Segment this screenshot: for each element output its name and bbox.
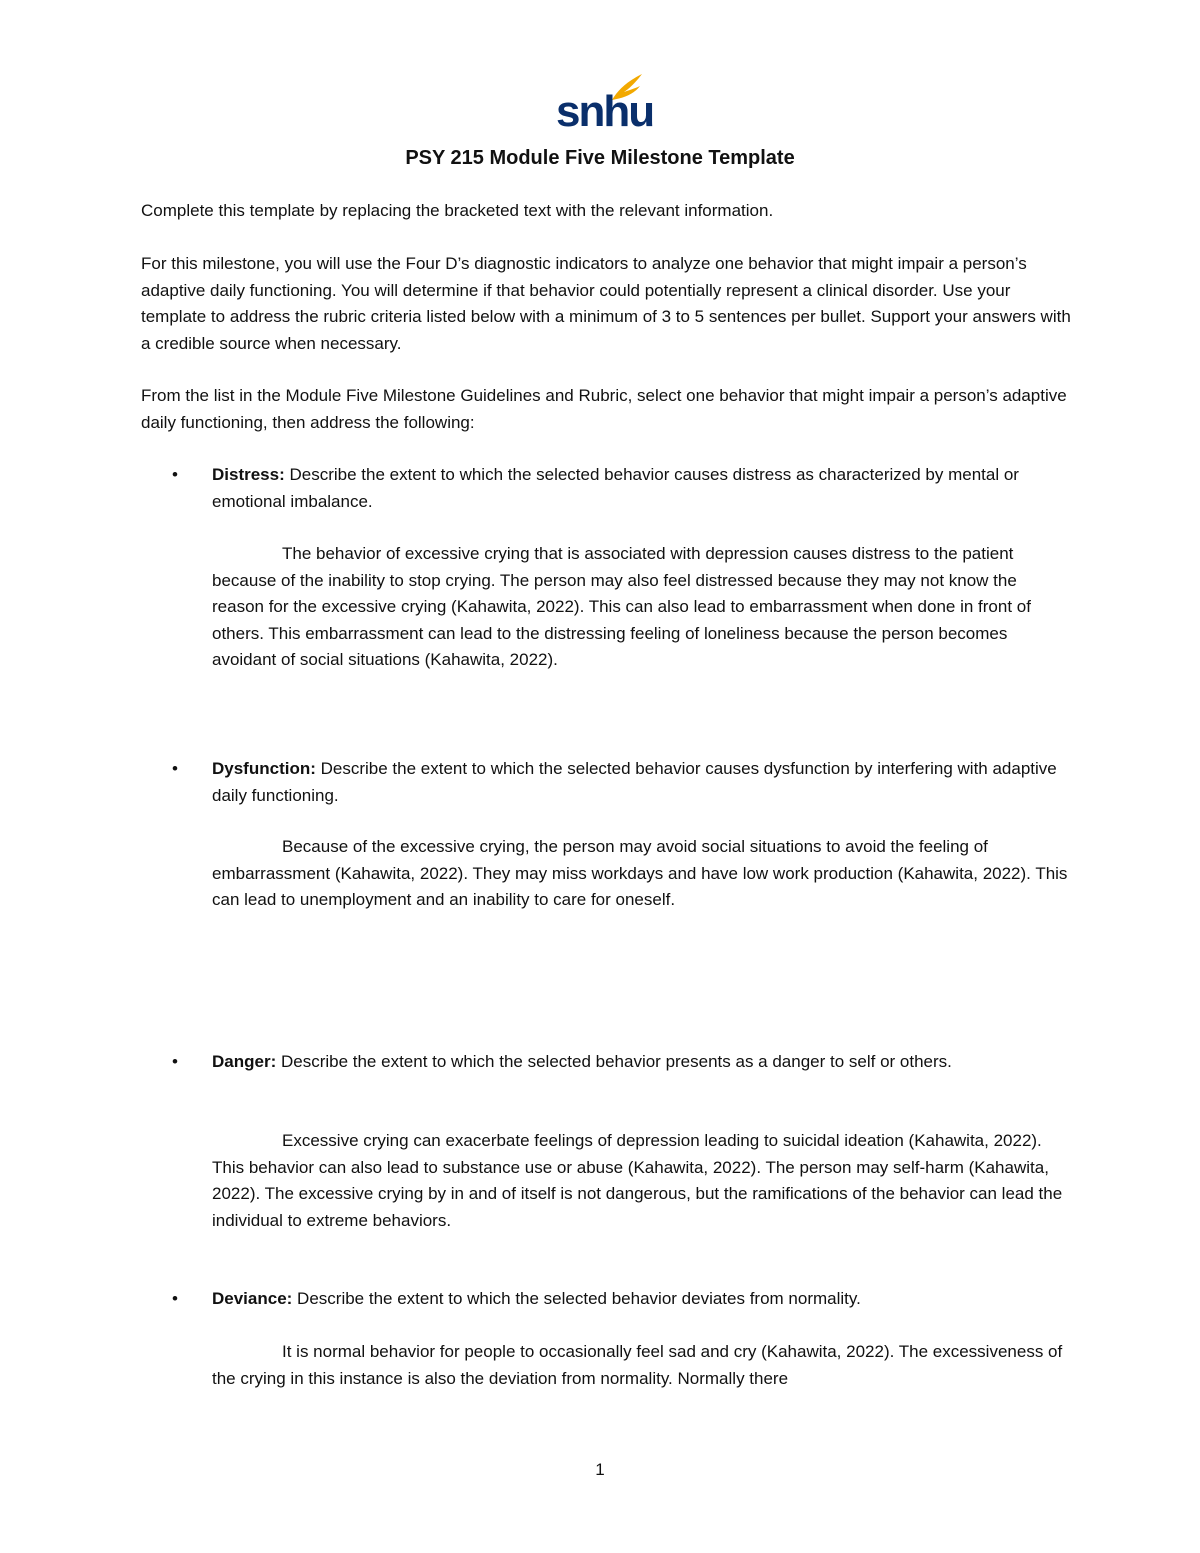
dysfunction-answer: Because of the excessive crying, the person may avoid social situations to avoid the feeling of embarrassment (Kahawita, 2022). They may miss workdays and have low work production (Kahawita, 2022). This can lead to unemployment and an inability to care for oneself.	[212, 837, 1068, 909]
bullet-icon: •	[172, 465, 178, 484]
danger-answer: Excessive crying can exacerbate feelings of depression leading to suicidal ideation (Kahawita, 2022). This behavior can also lead to substance use or abuse (Kahawita, 2022). The person may self-harm (Kahawita, 2022). The excessive crying by in and of itself is not dangerous, but the ramifications of the behavior can lead the individual to extreme behaviors.	[212, 1131, 1063, 1230]
bullet-deviance-label: Deviance:	[212, 1289, 293, 1308]
distress-answer: The behavior of excessive crying that is associated with depression causes distress to the patient because of the inability to stop crying. The person may also feel distressed because they may not know the reason for the excessive crying (Kahawita, 2022). This can also lead to embarrassment when done in front of others. This embarrassment can lead to the distressing feeling of loneliness because the person becomes avoidant of social situations (Kahawita, 2022).	[212, 544, 1031, 669]
bullet-danger-prompt: Describe the extent to which the selected behavior presents as a danger to self or others.	[276, 1052, 952, 1071]
bullet-dysfunction-prompt: Describe the extent to which the selected behavior causes dysfunction by interfering with adaptive daily functioning.	[212, 759, 1057, 805]
bullet-danger-text	[212, 1049, 1072, 1076]
bullet-deviance-prompt: Describe the extent to which the selected behavior deviates from normality.	[292, 1289, 861, 1308]
bullet-icon: •	[172, 1052, 178, 1071]
snhu-logo	[556, 72, 654, 136]
deviance-answer: It is normal behavior for people to occasionally feel sad and cry (Kahawita, 2022). The excessiveness of the crying in this instance is also the deviation from normality. Normally there	[212, 1342, 1063, 1388]
bullet-distress-prompt: Describe the extent to which the selected behavior causes distress as characterized by mental or emotional imbalance.	[212, 465, 1019, 511]
page-number: 1	[595, 1460, 605, 1479]
logo-wordmark: snhu	[556, 87, 654, 136]
instruction-text: Complete this template by replacing the bracketed text with the relevant information.	[141, 201, 774, 220]
milestone-description: For this milestone, you will use the Four D’s diagnostic indicators to analyze one behavior that might impair a person’s adaptive daily functioning. You will determine if that behavior could potentially represent a clinical disorder. Use your template to address the rubric criteria listed below with a minimum of 3 to 5 sentences per bullet. Support your answers with a credible source when necessary.	[141, 254, 1071, 353]
bullet-deviance-text	[212, 1286, 1072, 1313]
bullet-dysfunction-label: Dysfunction:	[212, 759, 316, 778]
bullet-distress-label: Distress:	[212, 465, 285, 484]
selection-prompt: From the list in the Module Five Milestone Guidelines and Rubric, select one behavior that might impair a person’s adaptive daily functioning, then address the following:	[141, 386, 1067, 432]
bullet-dysfunction-text	[212, 756, 1072, 809]
bullet-icon: •	[172, 759, 178, 778]
bullet-distress-text	[212, 462, 1072, 515]
bullet-icon: •	[172, 1289, 178, 1308]
page-title: PSY 215 Module Five Milestone Template	[405, 147, 795, 169]
bullet-danger-label: Danger:	[212, 1052, 277, 1071]
